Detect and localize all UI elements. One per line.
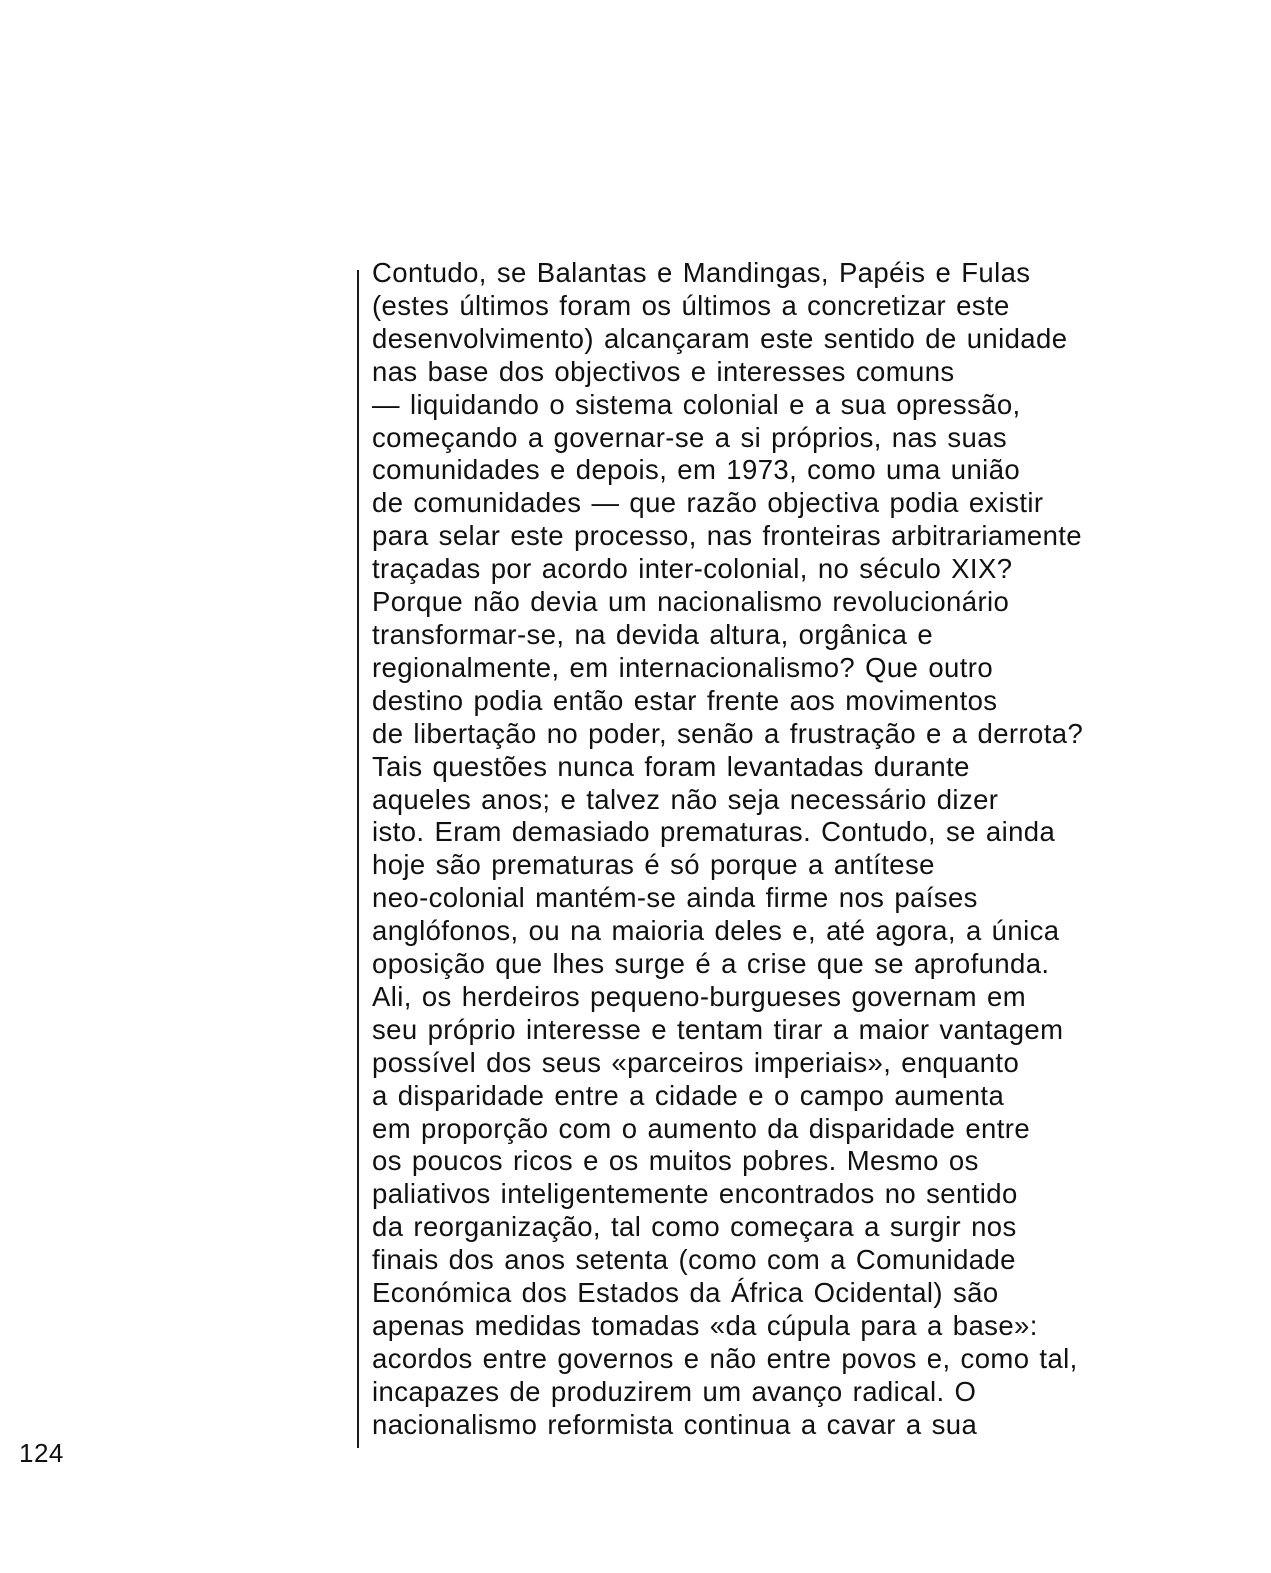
text-line: Porque não devia um nacionalismo revolucionário bbox=[372, 586, 1010, 618]
page-number: 124 bbox=[19, 1438, 64, 1468]
text-line: transformar-se, na devida altura, orgânica e bbox=[372, 618, 934, 650]
text-line: os poucos ricos e os muitos pobres. Mesmo os bbox=[372, 1145, 979, 1177]
text-line: neo-colonial mantém-se ainda firme nos países bbox=[372, 882, 978, 914]
text-line: seu próprio interesse e tentam tirar a maior vantagem bbox=[372, 1013, 1064, 1045]
body-text bbox=[372, 257, 1252, 1442]
text-line: (estes últimos foram os últimos a concretizar este bbox=[372, 289, 1010, 321]
text-line: Ali, os herdeiros pequeno-burgueses governam em bbox=[372, 980, 1027, 1012]
text-line: nacionalismo reformista continua a cavar a sua bbox=[372, 1408, 978, 1440]
text-line: acordos entre governos e não entre povos e, como tal, bbox=[372, 1342, 1078, 1374]
text-line: para selar este processo, nas fronteiras arbitrariamente bbox=[372, 520, 1083, 552]
text-line: em proporção com o aumento da disparidade entre bbox=[372, 1112, 1031, 1144]
text-line: — liquidando o sistema colonial e a sua opressão, bbox=[372, 388, 1021, 420]
text-line: Tais questões nunca foram levantadas durante bbox=[372, 750, 970, 782]
text-line: Económica dos Estados da África Ocidental) são bbox=[372, 1277, 999, 1309]
text-line: oposição que lhes surge é a crise que se aprofunda. bbox=[372, 948, 1050, 980]
text-line: nas base dos objectivos e interesses comuns bbox=[372, 355, 955, 387]
text-line: Contudo, se Balantas e Mandingas, Papéis e Fulas bbox=[372, 257, 1031, 288]
text-line: de libertação no poder, senão a frustração e a derrota? bbox=[372, 717, 1084, 749]
text-line: possível dos seus «parceiros imperiais», enquanto bbox=[372, 1046, 1020, 1078]
text-line: isto. Eram demasiado prematuras. Contudo, se ainda bbox=[372, 816, 1056, 848]
text-line: regionalmente, em internacionalismo? Que outro bbox=[372, 651, 994, 683]
text-line: começando a governar-se a si próprios, nas suas bbox=[372, 421, 1008, 453]
text-line: desenvolvimento) alcançaram este sentido de unidade bbox=[372, 322, 1068, 354]
text-line: comunidades e depois, em 1973, como uma união bbox=[372, 454, 1021, 486]
text-line: anglófonos, ou na maioria deles e, até agora, a única bbox=[372, 915, 1060, 947]
text-line: da reorganização, tal como começara a surgir nos bbox=[372, 1211, 1017, 1243]
text-line: hoje são prematuras é só porque a antítese bbox=[372, 849, 935, 881]
text-line: de comunidades — que razão objectiva podia existir bbox=[372, 487, 1044, 519]
text-line: apenas medidas tomadas «da cúpula para a base»: bbox=[372, 1310, 1038, 1341]
text-line: traçadas por acordo inter-colonial, no século XIX? bbox=[372, 553, 1013, 585]
text-line: finais dos anos setenta (como com a Comunidade bbox=[372, 1244, 1016, 1276]
text-line: aqueles anos; e talvez não seja necessário dizer bbox=[372, 783, 999, 815]
text-line: a disparidade entre a cidade e o campo aumenta bbox=[372, 1079, 1005, 1111]
text-line: paliativos inteligentemente encontrados no sentido bbox=[372, 1178, 1018, 1210]
text-line: destino podia então estar frente aos movimentos bbox=[372, 684, 998, 716]
margin-rule bbox=[357, 270, 359, 1448]
text-line: incapazes de produzirem um avanço radical. O bbox=[372, 1375, 977, 1407]
